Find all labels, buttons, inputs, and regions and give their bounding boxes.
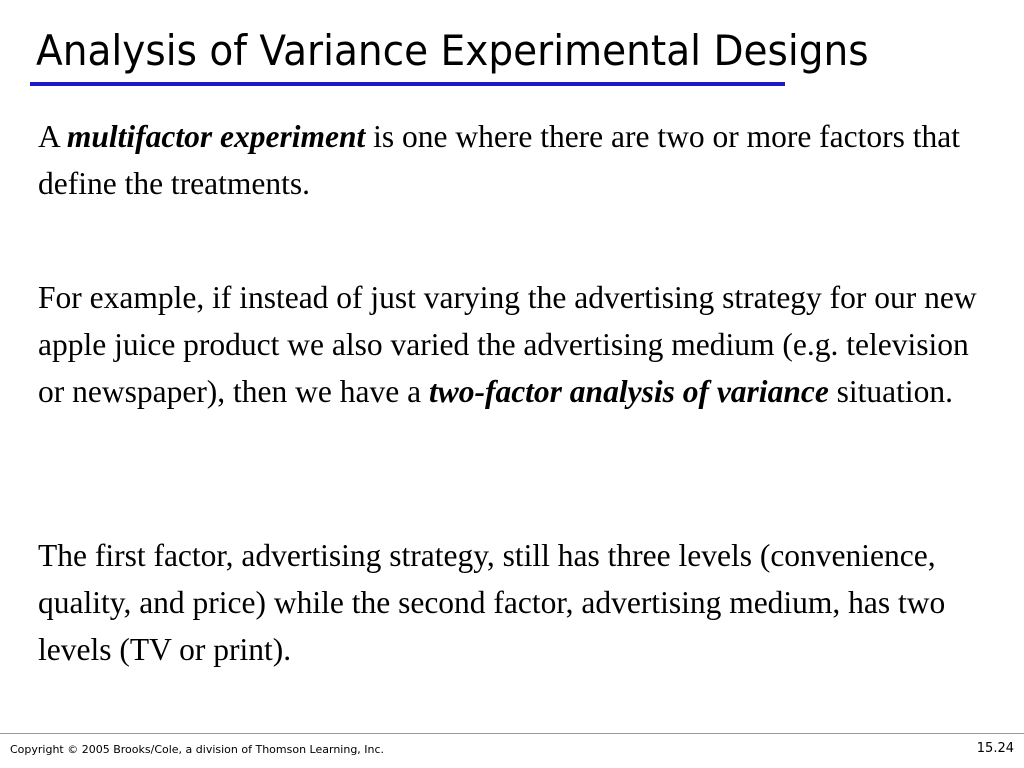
slide-number: 15.24 bbox=[976, 741, 1014, 756]
paragraph-text: situation. bbox=[828, 374, 954, 409]
title-underline bbox=[30, 82, 785, 86]
emphasized-term: two-factor analysis of variance bbox=[428, 374, 829, 409]
slide-title: Analysis of Variance Experimental Designs bbox=[36, 26, 869, 75]
footer-copyright: Copyright © 2005 Brooks/Cole, a division of Thomson Learning, Inc. bbox=[10, 743, 385, 756]
paragraph-multifactor-definition bbox=[38, 113, 988, 207]
paragraph-text: The first factor, advertising strategy, still has three levels (convenience, quality, and price) while the second factor, advertising medium, has two levels (TV or print). bbox=[38, 538, 946, 667]
footer-divider bbox=[0, 733, 1024, 734]
paragraph-text: is one where there are two or more factors that define the treatments. bbox=[38, 119, 960, 201]
paragraph-example bbox=[38, 274, 988, 415]
emphasized-term: multifactor experiment bbox=[66, 119, 366, 154]
paragraph-text: A bbox=[38, 119, 67, 154]
paragraph-text: For example, if instead of just varying the advertising strategy for our new apple juice product we also varied the advertising medium (e.g. television or newspaper), then we have a bbox=[38, 280, 977, 409]
paragraph-factor-levels bbox=[38, 532, 988, 673]
